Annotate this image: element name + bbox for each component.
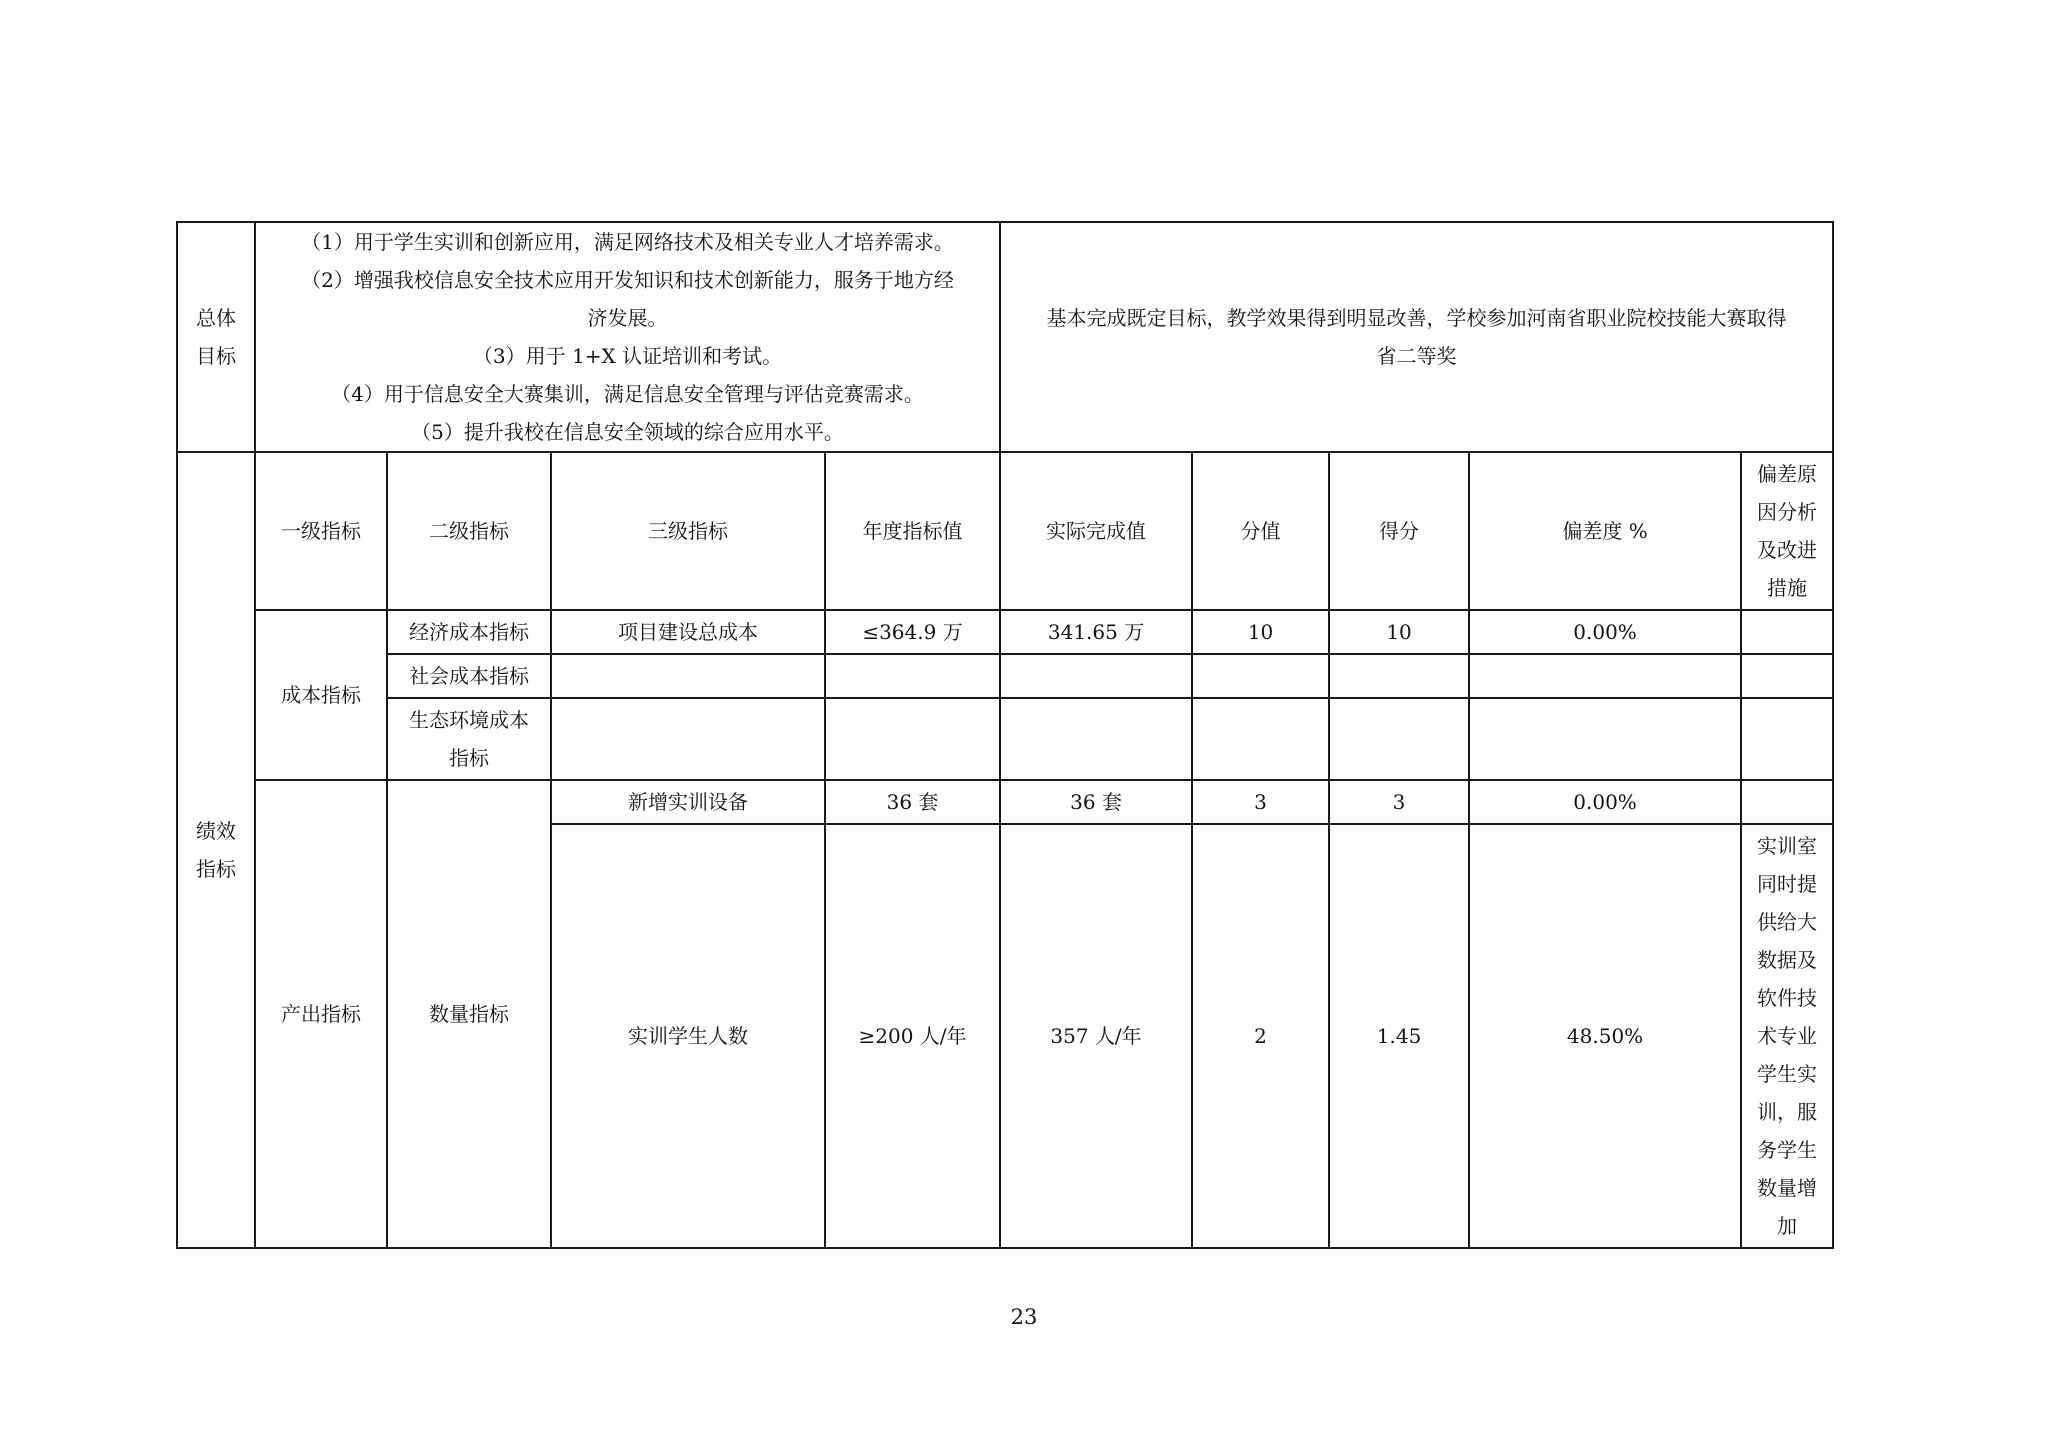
- output-students-actual: 357 人/年: [1000, 824, 1192, 1248]
- header-reason-line: 及改进: [1757, 538, 1818, 562]
- reason-line: 实训室: [1757, 834, 1818, 858]
- empty-cell: [1192, 654, 1329, 698]
- reason-line: 数据及: [1757, 948, 1818, 972]
- empty-cell: [825, 654, 1000, 698]
- empty-cell: [551, 654, 825, 698]
- reason-line: 同时提: [1757, 872, 1818, 896]
- output-equipment-level3: 新增实训设备: [551, 780, 825, 824]
- cost-economic-score: 10: [1329, 610, 1469, 654]
- cost-economic-deviation: 0.00%: [1469, 610, 1741, 654]
- header-reason-line: 因分析: [1757, 500, 1818, 524]
- page-number: 23: [1010, 1305, 1038, 1329]
- reason-line: 软件技: [1757, 986, 1818, 1010]
- output-equipment-score: 3: [1329, 780, 1469, 824]
- output-equipment-target: 36 套: [825, 780, 1000, 824]
- empty-cell: [825, 698, 1000, 780]
- goal-line: 济发展。: [587, 306, 668, 330]
- goal-line: （4）用于信息安全大赛集训，满足信息安全管理与评估竞赛需求。: [331, 382, 924, 406]
- header-annual-target: 年度指标值: [825, 452, 1000, 610]
- empty-cell: [1192, 698, 1329, 780]
- cost-eco-level2-line: 生态环境成本: [409, 708, 529, 732]
- header-level2: 二级指标: [387, 452, 551, 610]
- cost-economic-score-value: 10: [1192, 610, 1329, 654]
- overall-goal-result: [1000, 222, 1833, 452]
- goal-line: （5）提升我校在信息安全领域的综合应用水平。: [411, 420, 844, 444]
- cost-economic-level2: 经济成本指标: [387, 610, 551, 654]
- overall-goal-label-line: 总体: [196, 306, 236, 330]
- cost-economic-target: ≤364.9 万: [825, 610, 1000, 654]
- reason-line: 数量增: [1757, 1176, 1818, 1200]
- goal-line: （2）增强我校信息安全技术应用开发知识和技术创新能力，服务于地方经: [301, 268, 954, 292]
- empty-cell: [1000, 698, 1192, 780]
- cost-level1: 成本指标: [255, 610, 387, 780]
- empty-cell: [551, 698, 825, 780]
- empty-cell: [1741, 654, 1833, 698]
- empty-cell: [1000, 654, 1192, 698]
- goal-line: （3）用于 1+X 认证培训和考试。: [472, 344, 783, 368]
- header-score: 得分: [1329, 452, 1469, 610]
- table-row: [177, 654, 1833, 698]
- result-line: 省二等奖: [1376, 344, 1457, 368]
- output-students-score: 1.45: [1329, 824, 1469, 1248]
- overall-goal-label-line: 目标: [196, 344, 236, 368]
- performance-label-line: 指标: [196, 857, 236, 881]
- empty-cell: [1329, 698, 1469, 780]
- goal-line: （1）用于学生实训和创新应用，满足网络技术及相关专业人才培养需求。: [301, 230, 954, 254]
- header-reason-line: 偏差原: [1757, 462, 1818, 486]
- performance-label-line: 绩效: [196, 819, 236, 843]
- empty-cell: [1469, 698, 1741, 780]
- output-equipment-reason: [1741, 780, 1833, 824]
- reason-line: 务学生: [1757, 1138, 1818, 1162]
- table-row: [177, 698, 1833, 780]
- output-students-reason: [1741, 824, 1833, 1248]
- reason-line: 术专业: [1757, 1024, 1818, 1048]
- table-row: [177, 610, 1833, 654]
- output-level1: 产出指标: [255, 780, 387, 1248]
- performance-label: [177, 452, 255, 1248]
- overall-goal-row: [177, 222, 1833, 452]
- output-students-level3: 实训学生人数: [551, 824, 825, 1248]
- reason-line: 学生实: [1757, 1062, 1818, 1086]
- cost-eco-level2-line: 指标: [449, 746, 489, 770]
- header-actual: 实际完成值: [1000, 452, 1192, 610]
- reason-line: 加: [1777, 1214, 1798, 1238]
- reason-line: 供给大: [1757, 910, 1818, 934]
- output-students-target: ≥200 人/年: [825, 824, 1000, 1248]
- empty-cell: [1329, 654, 1469, 698]
- header-reason-line: 措施: [1767, 576, 1808, 600]
- result-line: 基本完成既定目标，教学效果得到明显改善，学校参加河南省职业院校技能大赛取得: [1046, 306, 1787, 330]
- performance-table: [176, 221, 1834, 1249]
- empty-cell: [1741, 698, 1833, 780]
- header-level3: 三级指标: [551, 452, 825, 610]
- table-row: [177, 780, 1833, 824]
- header-row: [177, 452, 1833, 610]
- output-students-score-value: 2: [1192, 824, 1329, 1248]
- output-level2: 数量指标: [387, 780, 551, 1248]
- overall-goal-label: [177, 222, 255, 452]
- header-reason: [1741, 452, 1833, 610]
- output-students-deviation: 48.50%: [1469, 824, 1741, 1248]
- header-score-value: 分值: [1192, 452, 1329, 610]
- output-equipment-actual: 36 套: [1000, 780, 1192, 824]
- output-equipment-deviation: 0.00%: [1469, 780, 1741, 824]
- overall-goal-content: [255, 222, 1000, 452]
- reason-line: 训，服: [1757, 1100, 1818, 1124]
- cost-economic-level3: 项目建设总成本: [551, 610, 825, 654]
- cost-economic-actual: 341.65 万: [1000, 610, 1192, 654]
- cost-eco-level2: [387, 698, 551, 780]
- cost-social-level2: 社会成本指标: [387, 654, 551, 698]
- header-deviation: 偏差度 %: [1469, 452, 1741, 610]
- empty-cell: [1469, 654, 1741, 698]
- header-level1: 一级指标: [255, 452, 387, 610]
- cost-economic-reason: [1741, 610, 1833, 654]
- output-equipment-score-value: 3: [1192, 780, 1329, 824]
